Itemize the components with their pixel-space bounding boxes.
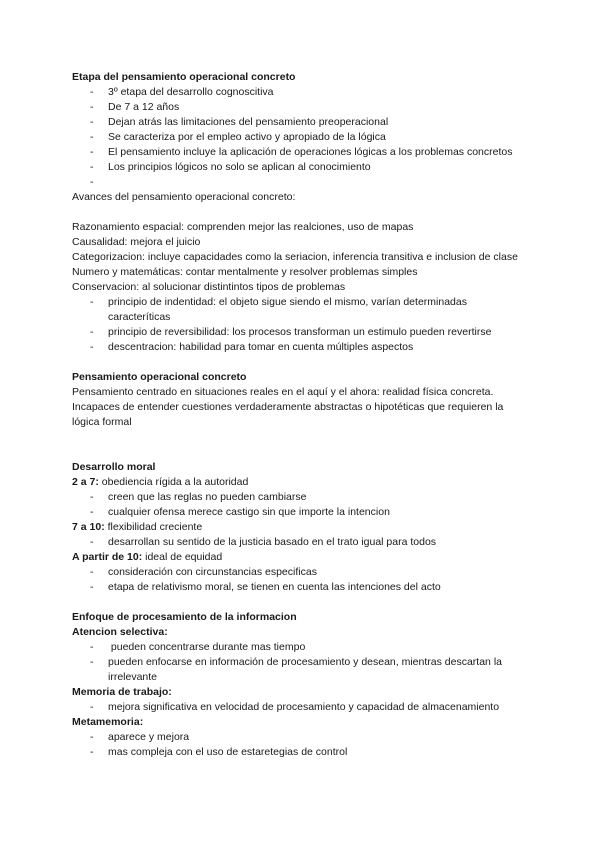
- group-heading: Atencion selectiva:: [72, 626, 168, 638]
- moral-stage-list: [72, 565, 532, 595]
- moral-stage-list: [72, 490, 532, 520]
- list-item: - consideración con circunstancias especificas: [72, 565, 532, 580]
- conservacion-list: [72, 295, 532, 355]
- pensamiento-text: Pensamiento centrado en situaciones reales en el aquí y el ahora: realidad física concreta. Incapaces de entender cuestiones verdaderamente abstractas o hipotéticas que requieren la lógica formal: [72, 386, 504, 428]
- etapa-list: [72, 85, 532, 190]
- stage-desc: obediencia rígida a la autoridad: [98, 476, 249, 488]
- group-list: [72, 700, 532, 715]
- section-title-procesamiento: Enfoque de procesamiento de la informacion: [72, 611, 297, 623]
- spacer: [72, 430, 532, 460]
- group-heading: Memoria de trabajo:: [72, 686, 172, 698]
- moral-stage: [72, 550, 532, 565]
- group-heading: Metamemoria:: [72, 716, 144, 728]
- list-item: - cualquier ofensa merece castigo sin que importe la intencion: [72, 505, 532, 520]
- stage-desc: ideal de equidad: [142, 551, 223, 563]
- moral-stage: [72, 475, 532, 490]
- list-item: - principio de indentidad: el objeto sigue siendo el mismo, varían determinadas caracteríticas: [72, 295, 532, 325]
- section-title-etapa: Etapa del pensamiento operacional concreto: [72, 71, 296, 83]
- list-item: - 3º etapa del desarrollo cognoscitiva: [72, 85, 532, 100]
- group-list: [72, 730, 532, 760]
- list-item: - El pensamiento incluye la aplicación de operaciones lógicas a los problemas concretos: [72, 145, 532, 160]
- list-item: - descentracion: habilidad para tomar en cuenta múltiples aspectos: [72, 340, 532, 355]
- avance-line: Razonamiento espacial: comprenden mejor las realciones, uso de mapas: [72, 221, 414, 233]
- stage-age: 7 a 10:: [72, 521, 105, 533]
- avance-line: Categorizacion: incluye capacidades como la seriacion, inferencia transitiva e inclusion de clase: [72, 251, 518, 263]
- list-item: - etapa de relativismo moral, se tienen en cuenta las intenciones del acto: [72, 580, 532, 595]
- avance-line: Conservacion: al solucionar distintintos tipos de problemas: [72, 281, 346, 293]
- list-item: - De 7 a 12 años: [72, 100, 532, 115]
- section-title-pensamiento: Pensamiento operacional concreto: [72, 371, 247, 383]
- moral-stage-list: [72, 535, 532, 550]
- stage-age: 2 a 7:: [72, 476, 99, 488]
- list-item: - mas compleja con el uso de estaretegias de control: [72, 745, 532, 760]
- list-item: - pueden enfocarse en información de procesamiento y desean, mientras descartan la irrelevante: [72, 655, 532, 685]
- list-item: - Dejan atrás las limitaciones del pensamiento preoperacional: [72, 115, 532, 130]
- list-item-empty: [72, 175, 532, 190]
- list-item: - Se caracteriza por el empleo activo y apropiado de la lógica: [72, 130, 532, 145]
- avances-heading: Avances del pensamiento operacional concreto:: [72, 191, 296, 203]
- list-item: - Los principios lógicos no solo se aplican al conocimiento: [72, 160, 532, 175]
- spacer: [72, 205, 532, 220]
- document-page: [72, 70, 532, 760]
- list-item: - creen que las reglas no pueden cambiarse: [72, 490, 532, 505]
- avance-line: Causalidad: mejora el juicio: [72, 236, 201, 248]
- section-title-moral: Desarrollo moral: [72, 461, 156, 473]
- avance-line: Numero y matemáticas: contar mentalmente y resolver problemas simples: [72, 266, 418, 278]
- list-item: - pueden concentrarse durante mas tiempo: [72, 640, 532, 655]
- spacer: [72, 355, 532, 370]
- group-list: [72, 640, 532, 685]
- moral-stage: [72, 520, 532, 535]
- list-item: - desarrollan su sentido de la justicia basado en el trato igual para todos: [72, 535, 532, 550]
- spacer: [72, 595, 532, 610]
- list-item: - mejora significativa en velocidad de procesamiento y capacidad de almacenamiento: [72, 700, 532, 715]
- list-item: - aparece y mejora: [72, 730, 532, 745]
- stage-desc: flexibilidad creciente: [104, 521, 203, 533]
- list-item: - principio de reversibilidad: los procesos transforman un estimulo pueden revertirse: [72, 325, 532, 340]
- stage-age: A partir de 10:: [72, 551, 143, 563]
